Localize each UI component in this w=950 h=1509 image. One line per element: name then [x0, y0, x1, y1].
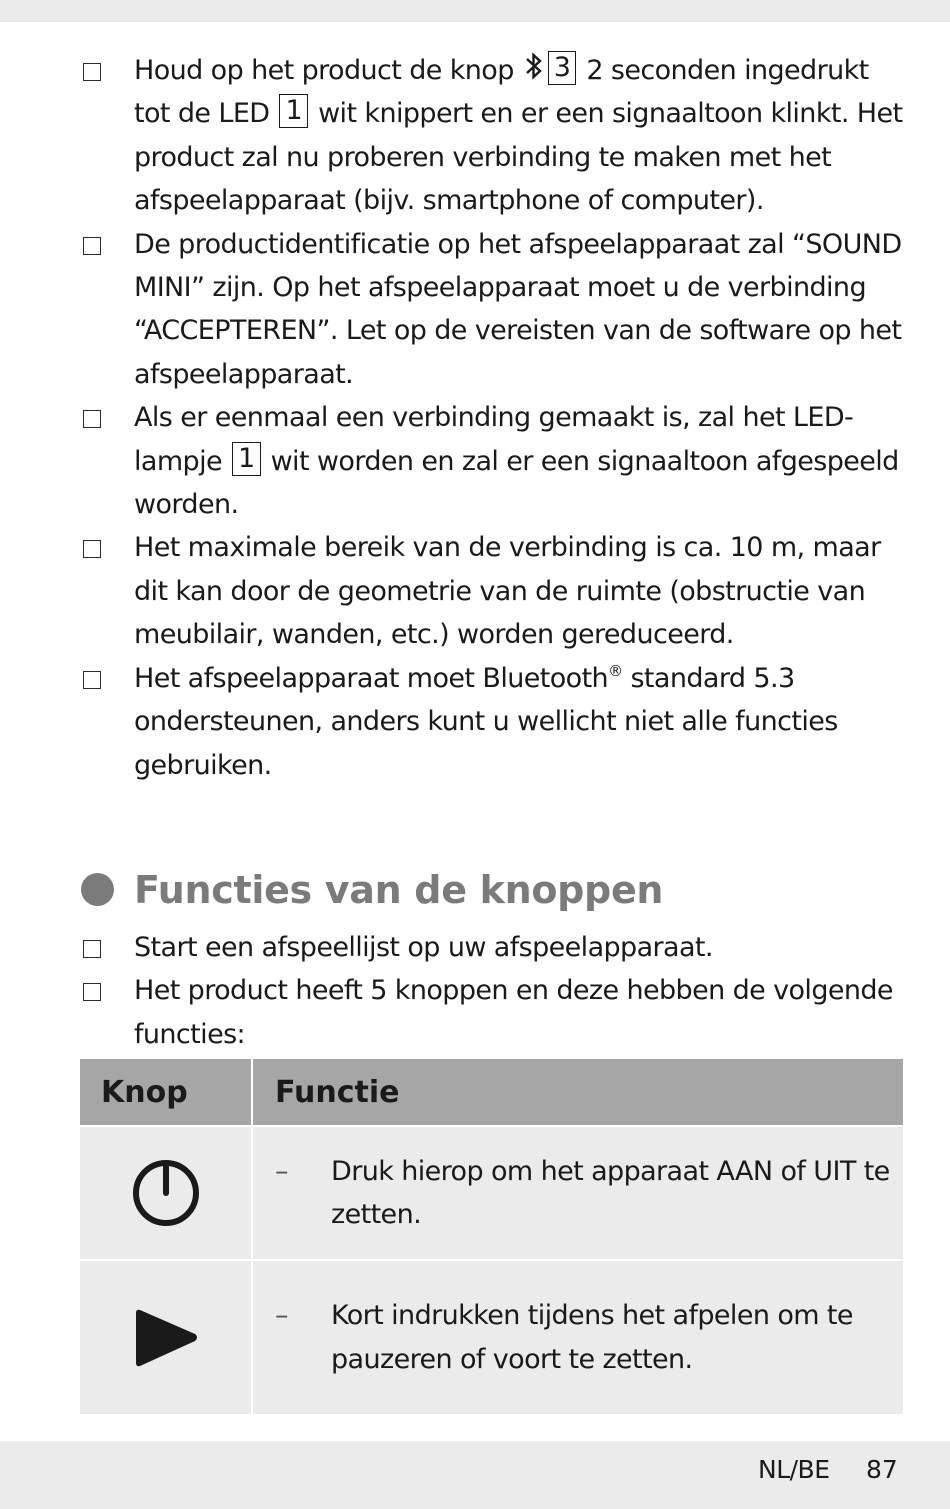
list-item-text: Het afspeelapparaat moet Bluetooth — [134, 662, 609, 694]
list-item-text: standard 5.3 ondersteunen, anders kunt u wellicht niet alle functies gebruiken. — [134, 662, 838, 781]
section-heading — [0, 865, 950, 915]
list-item-text: Houd op het product de knop — [134, 55, 514, 86]
reference-box: 1 — [232, 442, 261, 476]
footer-language: NL/BE — [758, 1455, 830, 1484]
dash-marker: – — [275, 1300, 288, 1332]
checkbox-bullet — [83, 410, 101, 428]
functie-cell — [252, 1126, 903, 1260]
list-item — [0, 396, 950, 526]
checkbox-bullet — [83, 540, 101, 558]
dash-marker: – — [275, 1155, 288, 1187]
heading-bullet — [81, 873, 114, 906]
list-item — [0, 526, 950, 656]
checkbox-bullet — [83, 63, 101, 81]
list-item-text: Als er eenmaal een verbinding gemaakt is, zal het LED-lampje — [134, 402, 854, 477]
list-item — [0, 223, 950, 397]
list-item — [0, 49, 950, 223]
list-item-text: De productidentificatie op het afspeelapparaat zal “SOUND MINI” zijn. Op het afspeelapparaat moet u de verbinding “ACCEPTEREN”. Let op de vereisten van de software op het afspeelapparaat. — [134, 228, 902, 390]
list-item-text: Het product heeft 5 knoppen en deze hebben de volgende functies: — [134, 975, 893, 1050]
list-item-text: wit worden en zal er een signaaltoon afgespeeld worden. — [134, 445, 899, 521]
list-item-text: wit knippert en er een signaaltoon klinkt. Het product zal nu proberen verbinding te maken met het afspeelapparaat (bijv. smartphone of computer). — [134, 98, 903, 217]
heading-text: Functies van de knoppen — [134, 868, 664, 912]
play-icon — [130, 1306, 202, 1370]
checkbox-bullet — [83, 983, 101, 1001]
list-item — [0, 969, 950, 1056]
registered-mark: ® — [608, 661, 623, 680]
top-band — [0, 0, 950, 22]
knop-cell — [80, 1126, 252, 1260]
instruction-list — [0, 49, 950, 787]
header-functie: Functie — [252, 1059, 903, 1126]
header-knop: Knop — [80, 1059, 252, 1126]
bluetooth-icon — [524, 50, 544, 82]
button-functions-table — [80, 1059, 903, 1414]
list-item-text: Start een afspeellijst op uw afspeelapparaat. — [134, 932, 713, 963]
functie-cell — [252, 1260, 903, 1414]
list-item — [0, 926, 950, 969]
power-icon — [130, 1157, 202, 1229]
table-header-row — [80, 1059, 903, 1126]
reference-box: 1 — [279, 94, 308, 128]
functie-text: Kort indrukken tijdens het afpelen om te pauzeren of voort te zetten. — [331, 1300, 853, 1375]
list-item-text: Het maximale bereik van de verbinding is ca. 10 m, maar dit kan door de geometrie van de ruimte (obstructie van meubilair, wanden, etc.) worden gereduceerd. — [134, 532, 881, 651]
list-item-text: 2 seconden ingedrukt tot de LED — [134, 55, 869, 130]
functions-intro-list — [0, 926, 950, 1056]
table-row — [80, 1260, 903, 1414]
functie-text: Druk hierop om het apparaat AAN of UIT te zetten. — [331, 1155, 890, 1230]
knop-cell — [80, 1260, 252, 1414]
page-number: 87 — [866, 1455, 898, 1484]
table-row — [80, 1126, 903, 1260]
list-item — [0, 657, 950, 787]
reference-box: 3 — [548, 51, 577, 85]
checkbox-bullet — [83, 671, 101, 689]
checkbox-bullet — [83, 940, 101, 958]
checkbox-bullet — [83, 237, 101, 255]
